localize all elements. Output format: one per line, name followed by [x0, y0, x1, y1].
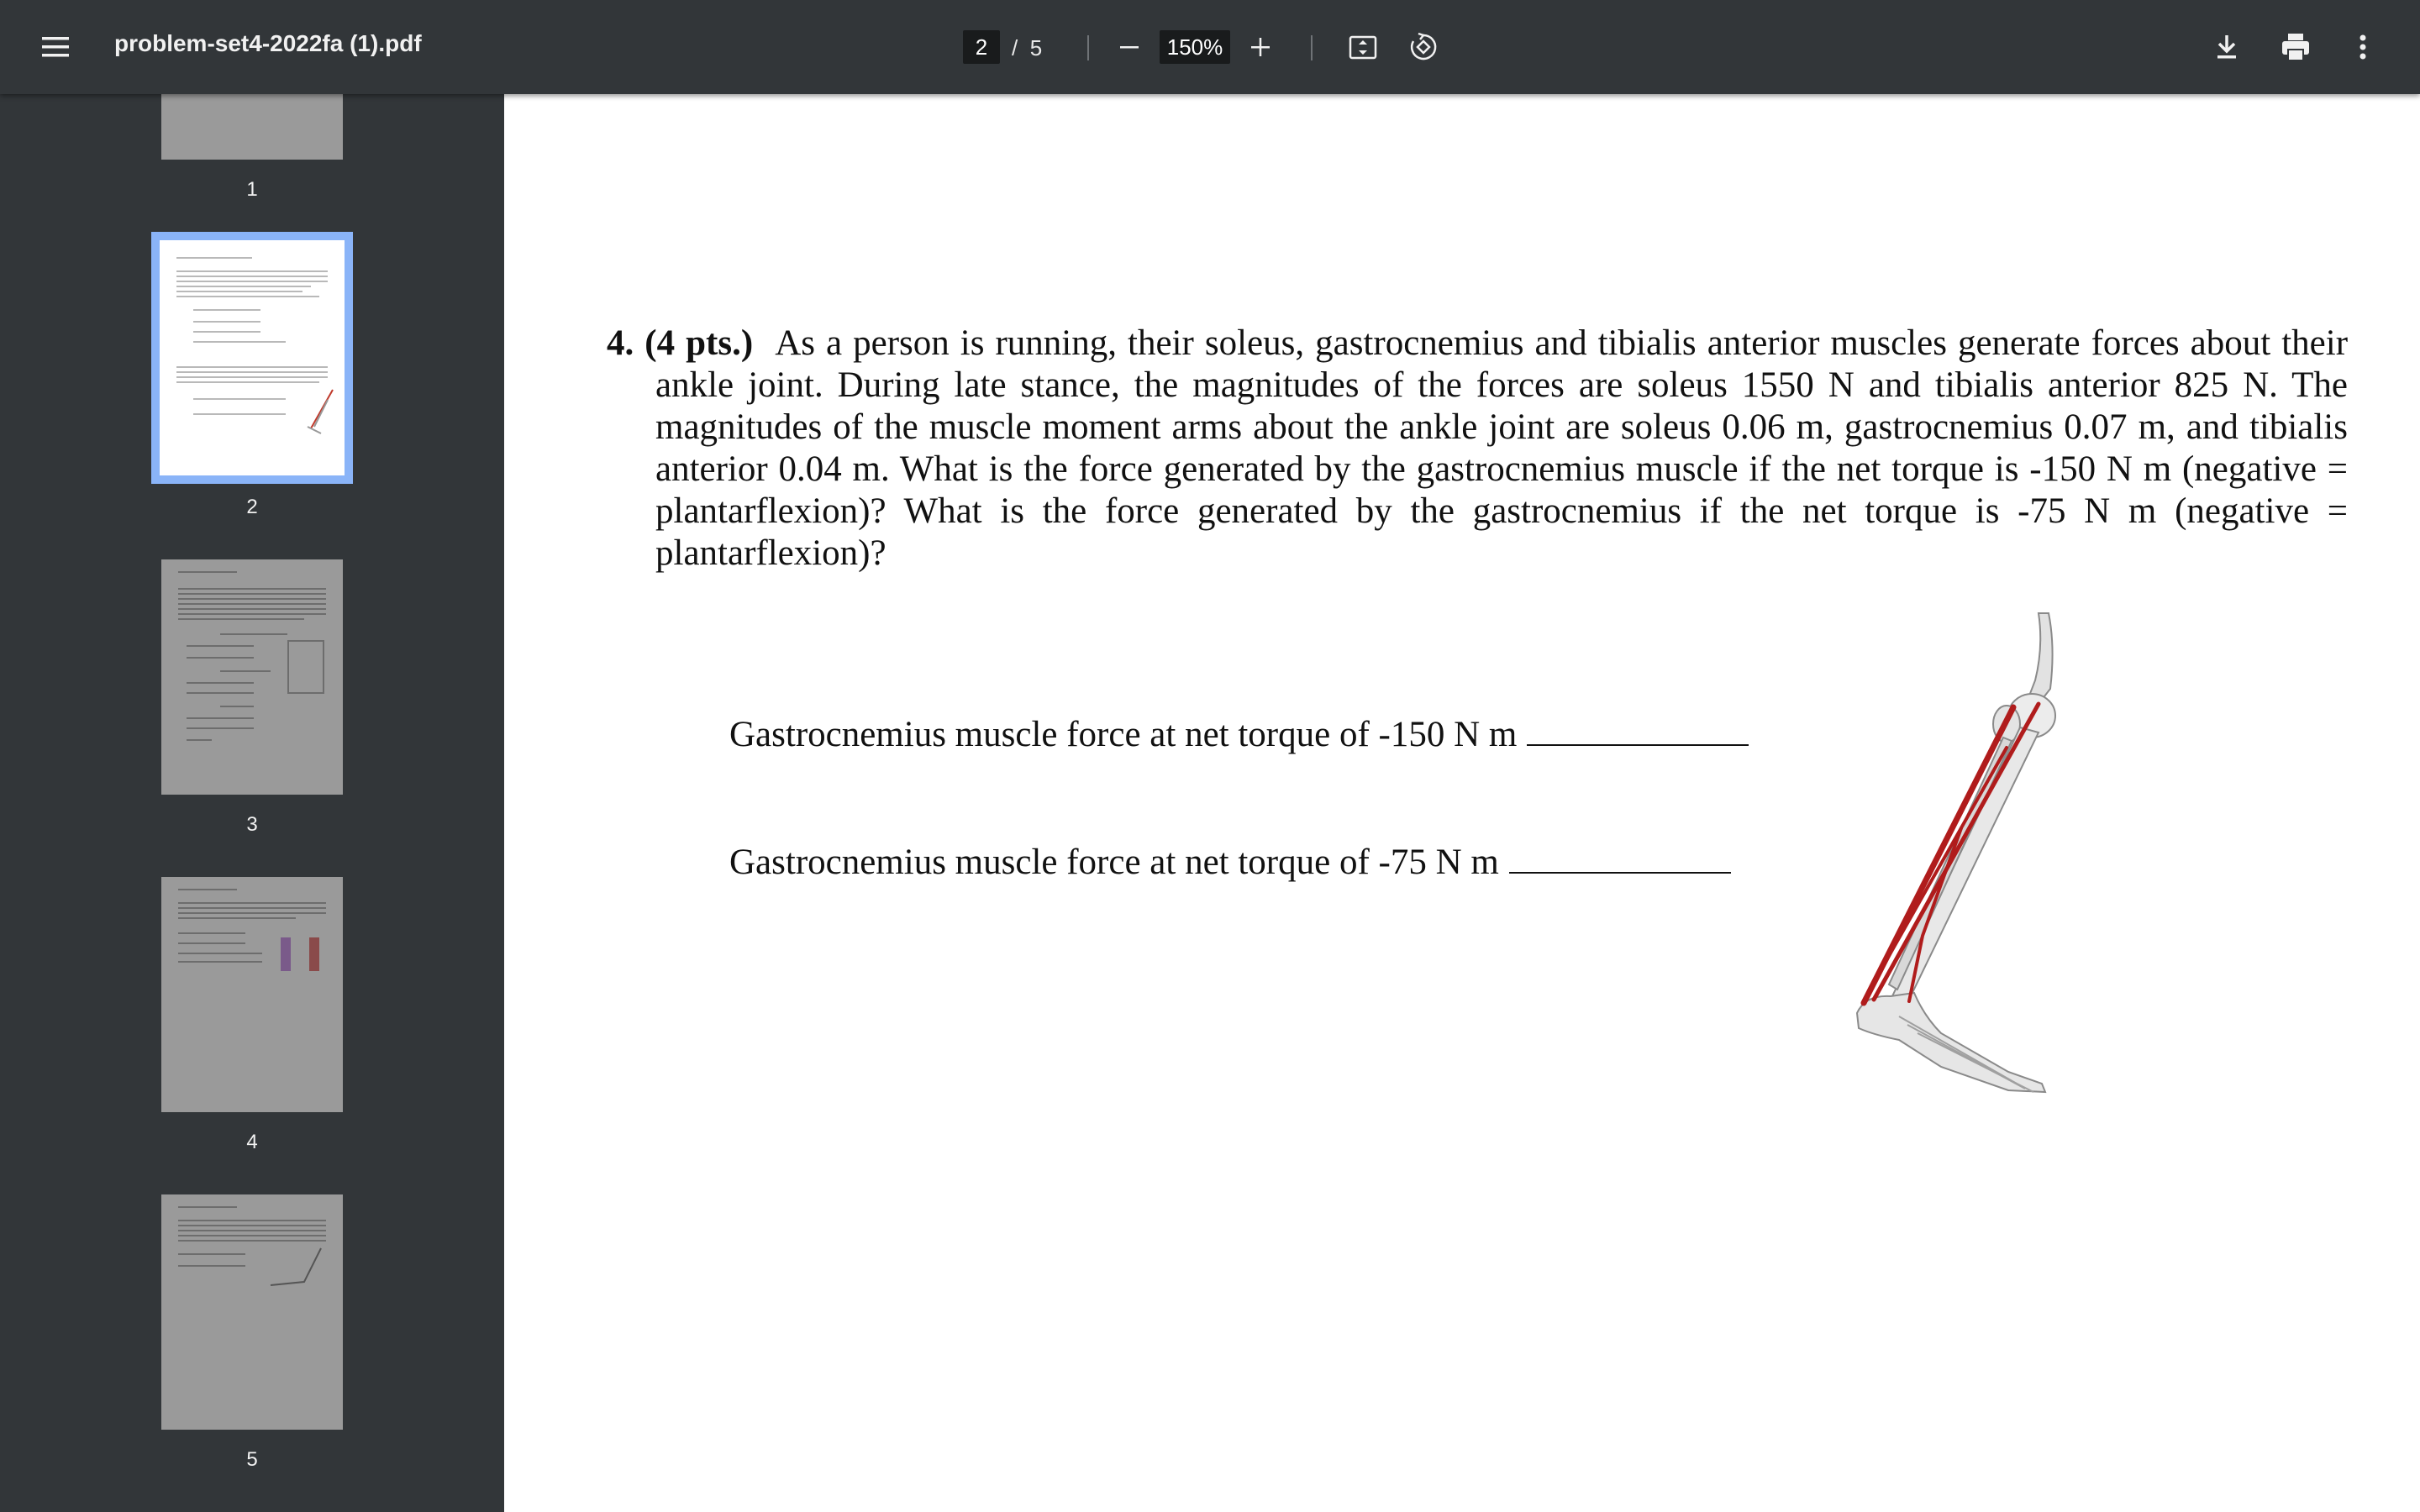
zoom-out-button[interactable]: [1113, 30, 1146, 64]
print-button[interactable]: [2277, 29, 2314, 66]
question-number: 4. (4 pts.): [607, 323, 754, 363]
more-options-icon: [2344, 29, 2381, 66]
rotate-button[interactable]: [1407, 30, 1440, 64]
thumbnail-paper: [161, 94, 343, 160]
pdf-toolbar: [0, 0, 2420, 94]
more-options-button[interactable]: [2344, 29, 2381, 66]
zoom-in-icon: [1244, 30, 1277, 64]
menu-icon[interactable]: [37, 29, 74, 66]
thumbnail-label: 5: [246, 1448, 258, 1471]
toolbar-divider: [1311, 35, 1313, 60]
fit-to-page-button[interactable]: [1346, 30, 1380, 64]
thumbnail-label: 4: [246, 1131, 258, 1153]
pdf-page: [504, 94, 2420, 1512]
thumbnail-sidebar: [0, 94, 504, 1512]
toolbar-divider: [1087, 35, 1089, 60]
thumbnail-label: 3: [246, 813, 258, 836]
zoom-level-input[interactable]: 150%: [1160, 30, 1230, 64]
file-name: problem-set4-2022fa (1).pdf: [114, 30, 422, 56]
page-separator: /: [1012, 35, 1018, 60]
page-thumbnail-5[interactable]: [161, 1194, 343, 1430]
rotate-icon: [1407, 30, 1440, 64]
page-number-input[interactable]: 2: [963, 30, 1000, 64]
page-thumbnail-3[interactable]: [161, 559, 343, 795]
download-icon: [2208, 29, 2245, 66]
thumbnail-paper: [161, 559, 343, 795]
answer-blank-2: [1509, 843, 1731, 874]
answer-label-1: Gastrocnemius muscle force at net torque of -150 N m: [729, 715, 1518, 754]
leg-muscle-figure: [1849, 596, 2235, 1117]
thumbnail-label: 2: [246, 496, 258, 518]
page-thumbnail-4[interactable]: [161, 877, 343, 1112]
muscle-lines: [1864, 704, 2039, 1003]
zoom-in-button[interactable]: [1244, 30, 1277, 64]
page-thumbnail-2[interactable]: [151, 232, 353, 484]
zoom-out-icon: [1113, 30, 1146, 64]
answer-line-1: [729, 714, 1749, 755]
page-thumbnail-1[interactable]: [161, 94, 343, 160]
page-count: [1012, 35, 1042, 61]
total-pages: 5: [1029, 35, 1043, 60]
answer-blank-1: [1527, 716, 1749, 746]
thumbnail-paper: [161, 1194, 343, 1430]
question-text: As a person is running, their soleus, gastrocnemius and tibialis anterior muscles generate forces about their ankle joint. During late stance, the magnitudes of the forces are soleus 1550 N and tibialis anterior 825 N. The magnitudes of the muscle moment arms about the ankle joint are soleus 0.06 m, gastrocnemius 0.07 m, and tibialis anterior 0.04 m. What is the force generated by the gastrocnemius muscle if the net torque is -150 N m (negative = plantarflexion)? What is the force generated by the gastrocnemius if the net torque is -75 N m (negative = plantarflexion)?: [655, 323, 2349, 573]
print-icon: [2277, 29, 2314, 66]
document-viewer[interactable]: [504, 94, 2420, 1512]
answer-label-2: Gastrocnemius muscle force at net torque of -75 N m: [729, 843, 1499, 882]
thumbnail-paper: [160, 240, 345, 475]
answer-line-2: [729, 842, 1731, 883]
fit-to-page-icon: [1346, 30, 1380, 64]
question-4: [607, 323, 2348, 575]
thumbnail-paper: [161, 877, 343, 1112]
download-button[interactable]: [2208, 29, 2245, 66]
thumbnail-label: 1: [246, 178, 258, 201]
